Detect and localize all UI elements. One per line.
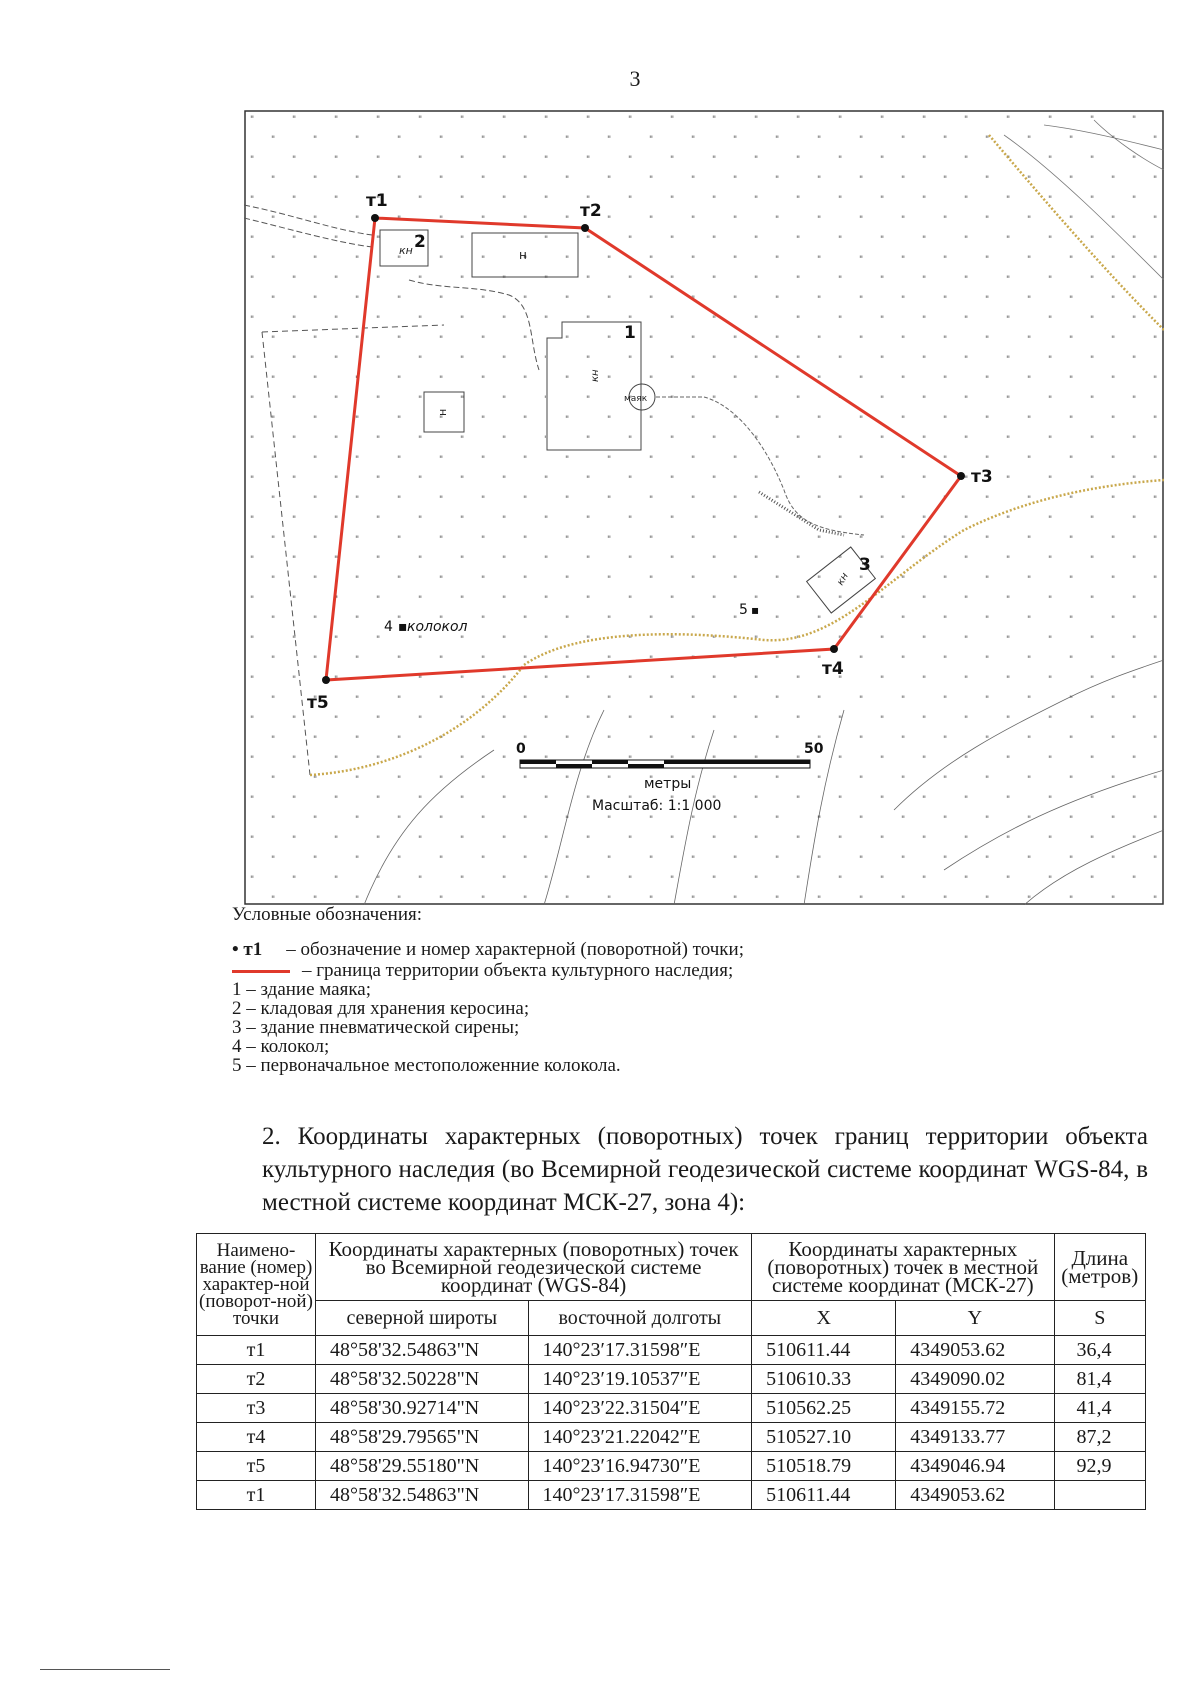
point-t3-label: т3 [971,467,993,487]
table-row [197,1365,1146,1394]
cell-s [1054,1481,1146,1510]
scale-text-label: Масштаб: 1:1 000 [592,798,722,814]
cell-lat: 48°58'32.50228"N [316,1365,529,1394]
header-point-name: Наимено-вание (номер) характер-ной (поворот-ной) точки [197,1234,316,1336]
cell-lon: 140°23′19.10537″E [528,1365,752,1394]
cell-y: 4349053.62 [896,1481,1054,1510]
legend-item: 1 – здание маяка; [232,979,372,1000]
cell-x: 510518.79 [752,1452,896,1481]
cell-lon: 140°23′22.31504″E [528,1394,752,1423]
legend-item: 3 – здание пневматической сирены; [232,1017,520,1038]
cell-y: 4349155.72 [896,1394,1054,1423]
header-y: Y [896,1301,1054,1336]
cell-s: 81,4 [1054,1365,1146,1394]
building-label-n-left: н [436,408,449,416]
header-lat: северной широты [316,1301,529,1336]
cell-point: т2 [197,1365,316,1394]
header-msk: Координаты характерных (поворотных) точек в местной системе координат (МСК-27) [752,1234,1054,1301]
legend [232,905,1132,1075]
cell-x: 510611.44 [752,1336,896,1365]
cell-x: 510527.10 [752,1423,896,1452]
paragraph-text: 2. Координаты характерных (поворотных) точек границ территории объекта культурного наследия (во Всемирной геодезической системе координат WGS-84, в местной системе координат МСК-27, зона 4): [262,1123,1148,1216]
scale-bar [520,760,810,768]
cell-point: т3 [197,1394,316,1423]
cell-y: 4349090.02 [896,1365,1054,1394]
building-label-kn-1: кн [590,369,601,382]
cell-point: т1 [197,1481,316,1510]
legend-red-line [232,970,290,973]
scale-start-label: 0 [516,741,526,757]
lighthouse-label: маяк [624,394,648,404]
point-t1-label: т1 [366,191,388,211]
coordinates-paragraph [200,1120,1148,1219]
vegetation-pattern [244,110,1164,905]
point-t1-marker [371,214,379,222]
cell-s: 36,4 [1054,1336,1146,1365]
cell-x: 510611.44 [752,1481,896,1510]
cell-y: 4349053.62 [896,1336,1054,1365]
scale-unit-label: метры [644,776,692,792]
legend-row-point [232,940,1132,959]
table-row [197,1423,1146,1452]
legend-item: 2 – кладовая для хранения керосина; [232,998,530,1019]
point-t4-marker [830,645,838,653]
site-map-svg [244,110,1164,905]
header-s: S [1054,1301,1146,1336]
coordinates-table [196,1233,1146,1510]
object-number-3: 3 [859,555,871,575]
bell-label: колокол [407,619,468,635]
page-number: 3 [629,66,641,91]
cell-lat: 48°58'29.55180"N [316,1452,529,1481]
header-length: Длина (метров) [1054,1234,1146,1301]
object-number-5: 5 [739,602,748,618]
svg-text:▪: ▪ [398,619,408,635]
header-x: X [752,1301,896,1336]
cell-x: 510562.25 [752,1394,896,1423]
legend-point-desc: – обозначение и номер характерной (поворотной) точки; [286,939,744,960]
building-label-kn-2: кн [399,244,413,257]
header-wgs: Координаты характерных (поворотных) точек во Всемирной геодезической системе координат (WGS-84) [316,1234,752,1301]
cell-point: т4 [197,1423,316,1452]
cell-lon: 140°23′17.31598″E [528,1481,752,1510]
point-t2-marker [581,224,589,232]
legend-row-line [232,961,1132,980]
point-t4-label: т4 [822,659,844,679]
legend-title: Условные обозначения: [232,904,423,925]
cell-lat: 48°58'32.54863"N [316,1336,529,1365]
cell-s: 92,9 [1054,1452,1146,1481]
cell-lat: 48°58'30.92714"N [316,1394,529,1423]
table-row [197,1336,1146,1365]
cell-lon: 140°23′21.22042″E [528,1423,752,1452]
building-label-n-top: н [519,248,527,262]
scale-end-label: 50 [804,741,824,757]
point-t3-marker [957,472,965,480]
object-number-2: 2 [414,232,426,252]
legend-point-symbol: • т1 [232,939,263,960]
table-row [197,1481,1146,1510]
legend-item: 4 – колокол; [232,1036,330,1057]
cell-s: 87,2 [1054,1423,1146,1452]
cell-lat: 48°58'29.79565"N [316,1423,529,1452]
table-row [197,1394,1146,1423]
legend-item: 5 – первоначальное местоположенние колокола. [232,1055,621,1076]
point-t5-marker [322,676,330,684]
header-lon: восточной долготы [528,1301,752,1336]
cell-lat: 48°58'32.54863"N [316,1481,529,1510]
table-row [197,1452,1146,1481]
building-label-kn-3: кн [835,571,851,588]
cell-point: т5 [197,1452,316,1481]
cell-y: 4349046.94 [896,1452,1054,1481]
object-number-1: 1 [624,323,636,343]
point-t5-label: т5 [307,693,329,713]
point-t2-label: т2 [580,201,602,221]
cell-lon: 140°23′16.94730″E [528,1452,752,1481]
object-number-4: 4 [384,619,393,635]
cell-x: 510610.33 [752,1365,896,1394]
cell-point: т1 [197,1336,316,1365]
legend-line-desc: – граница территории объекта культурного наследия; [302,960,734,981]
site-map [244,110,1164,905]
cell-s: 41,4 [1054,1394,1146,1423]
footer-divider [40,1669,170,1670]
cell-y: 4349133.77 [896,1423,1054,1452]
svg-text:▪: ▪ [751,603,760,617]
cell-lon: 140°23′17.31598″E [528,1336,752,1365]
